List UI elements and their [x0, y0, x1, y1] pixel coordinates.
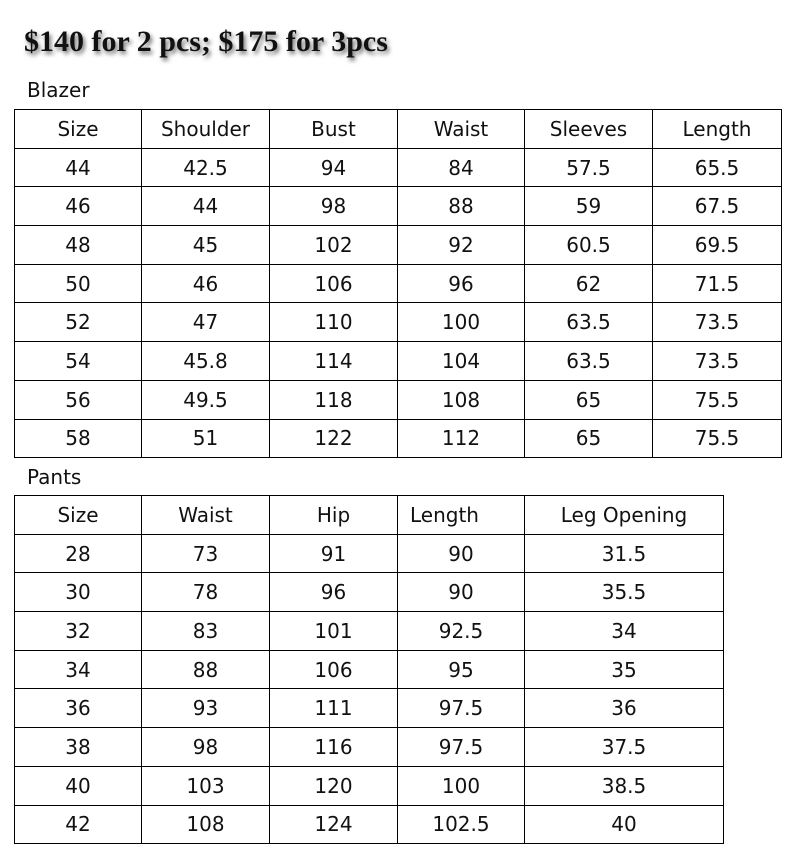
table-cell: 67.5: [653, 187, 782, 226]
table-cell: 65.5: [653, 148, 782, 187]
table-cell: 35: [525, 650, 724, 689]
table-cell: 42: [15, 805, 142, 844]
table-cell: 93: [142, 689, 270, 728]
table-cell: 57.5: [525, 148, 653, 187]
blazer-section-label: Blazer: [27, 78, 90, 102]
table-cell: 38.5: [525, 766, 724, 805]
table-row: [15, 187, 782, 226]
promo-price-heading: $140 for 2 pcs; $175 for 3pcs: [24, 25, 388, 58]
table-row: [15, 728, 724, 767]
table-cell: 48: [15, 226, 142, 265]
table-cell: 34: [525, 612, 724, 651]
table-cell: 58: [15, 419, 142, 458]
table-cell: 78: [142, 573, 270, 612]
table-cell: 95: [398, 650, 525, 689]
table-cell: 49.5: [142, 380, 270, 419]
table-cell: 62: [525, 264, 653, 303]
table-cell: 63.5: [525, 303, 653, 342]
table-row: [15, 226, 782, 265]
table-cell: 34: [15, 650, 142, 689]
table-row: [15, 264, 782, 303]
table-cell: 103: [142, 766, 270, 805]
table-cell: 56: [15, 380, 142, 419]
table-cell: 63.5: [525, 342, 653, 381]
table-cell: 65: [525, 380, 653, 419]
blazer-column-header: Bust: [270, 110, 398, 149]
table-cell: 124: [270, 805, 398, 844]
table-cell: 73: [142, 534, 270, 573]
blazer-column-header: Size: [15, 110, 142, 149]
table-cell: 32: [15, 612, 142, 651]
table-cell: 122: [270, 419, 398, 458]
table-cell: 36: [15, 689, 142, 728]
table-cell: 75.5: [653, 419, 782, 458]
table-row: [15, 534, 724, 573]
table-cell: 40: [15, 766, 142, 805]
table-row: [15, 148, 782, 187]
table-cell: 65: [525, 419, 653, 458]
blazer-table-body: [15, 110, 782, 458]
table-cell: 101: [270, 612, 398, 651]
table-row: [15, 380, 782, 419]
pants-size-table: [14, 495, 724, 844]
table-cell: 90: [398, 534, 525, 573]
table-cell: 92: [398, 226, 525, 265]
table-row: [15, 573, 724, 612]
table-cell: 106: [270, 650, 398, 689]
pants-column-header: Waist: [142, 496, 270, 535]
table-cell: 104: [398, 342, 525, 381]
table-cell: 35.5: [525, 573, 724, 612]
table-cell: 83: [142, 612, 270, 651]
table-cell: 54: [15, 342, 142, 381]
table-cell: 69.5: [653, 226, 782, 265]
pants-column-header: Leg Opening: [525, 496, 724, 535]
table-row: [15, 805, 724, 844]
table-cell: 40: [525, 805, 724, 844]
table-cell: 36: [525, 689, 724, 728]
pants-table-body: [15, 496, 724, 844]
table-row: [15, 689, 724, 728]
table-cell: 96: [398, 264, 525, 303]
pants-header-row: [15, 496, 724, 535]
table-cell: 44: [142, 187, 270, 226]
table-cell: 45: [142, 226, 270, 265]
table-cell: 100: [398, 766, 525, 805]
table-cell: 96: [270, 573, 398, 612]
table-cell: 45.8: [142, 342, 270, 381]
blazer-column-header: Waist: [398, 110, 525, 149]
table-row: [15, 303, 782, 342]
table-cell: 97.5: [398, 728, 525, 767]
table-cell: 114: [270, 342, 398, 381]
table-row: [15, 650, 724, 689]
table-cell: 71.5: [653, 264, 782, 303]
blazer-column-header: Sleeves: [525, 110, 653, 149]
table-cell: 98: [142, 728, 270, 767]
blazer-column-header: Shoulder: [142, 110, 270, 149]
table-cell: 116: [270, 728, 398, 767]
table-cell: 88: [398, 187, 525, 226]
table-cell: 97.5: [398, 689, 525, 728]
table-row: [15, 419, 782, 458]
table-cell: 37.5: [525, 728, 724, 767]
table-cell: 50: [15, 264, 142, 303]
blazer-size-table: [14, 109, 782, 458]
table-row: [15, 612, 724, 651]
table-cell: 60.5: [525, 226, 653, 265]
table-cell: 98: [270, 187, 398, 226]
table-cell: 102.5: [398, 805, 525, 844]
pants-column-header: Size: [15, 496, 142, 535]
pants-section-label: Pants: [27, 465, 82, 489]
table-cell: 94: [270, 148, 398, 187]
table-cell: 73.5: [653, 303, 782, 342]
blazer-header-row: [15, 110, 782, 149]
table-cell: 118: [270, 380, 398, 419]
table-cell: 90: [398, 573, 525, 612]
table-cell: 110: [270, 303, 398, 342]
table-cell: 108: [142, 805, 270, 844]
table-cell: 73.5: [653, 342, 782, 381]
pants-column-header: Hip: [270, 496, 398, 535]
table-cell: 28: [15, 534, 142, 573]
table-cell: 42.5: [142, 148, 270, 187]
table-cell: 112: [398, 419, 525, 458]
table-cell: 51: [142, 419, 270, 458]
table-cell: 88: [142, 650, 270, 689]
table-cell: 46: [142, 264, 270, 303]
table-cell: 92.5: [398, 612, 525, 651]
table-cell: 102: [270, 226, 398, 265]
blazer-column-header: Length: [653, 110, 782, 149]
table-cell: 59: [525, 187, 653, 226]
table-cell: 106: [270, 264, 398, 303]
table-row: [15, 342, 782, 381]
table-cell: 84: [398, 148, 525, 187]
table-cell: 52: [15, 303, 142, 342]
table-cell: 30: [15, 573, 142, 612]
pants-column-header: Length: [398, 496, 525, 535]
table-cell: 100: [398, 303, 525, 342]
table-cell: 111: [270, 689, 398, 728]
table-cell: 47: [142, 303, 270, 342]
table-cell: 108: [398, 380, 525, 419]
table-cell: 44: [15, 148, 142, 187]
table-cell: 46: [15, 187, 142, 226]
table-cell: 75.5: [653, 380, 782, 419]
table-cell: 120: [270, 766, 398, 805]
table-cell: 31.5: [525, 534, 724, 573]
table-row: [15, 766, 724, 805]
table-cell: 91: [270, 534, 398, 573]
table-cell: 38: [15, 728, 142, 767]
